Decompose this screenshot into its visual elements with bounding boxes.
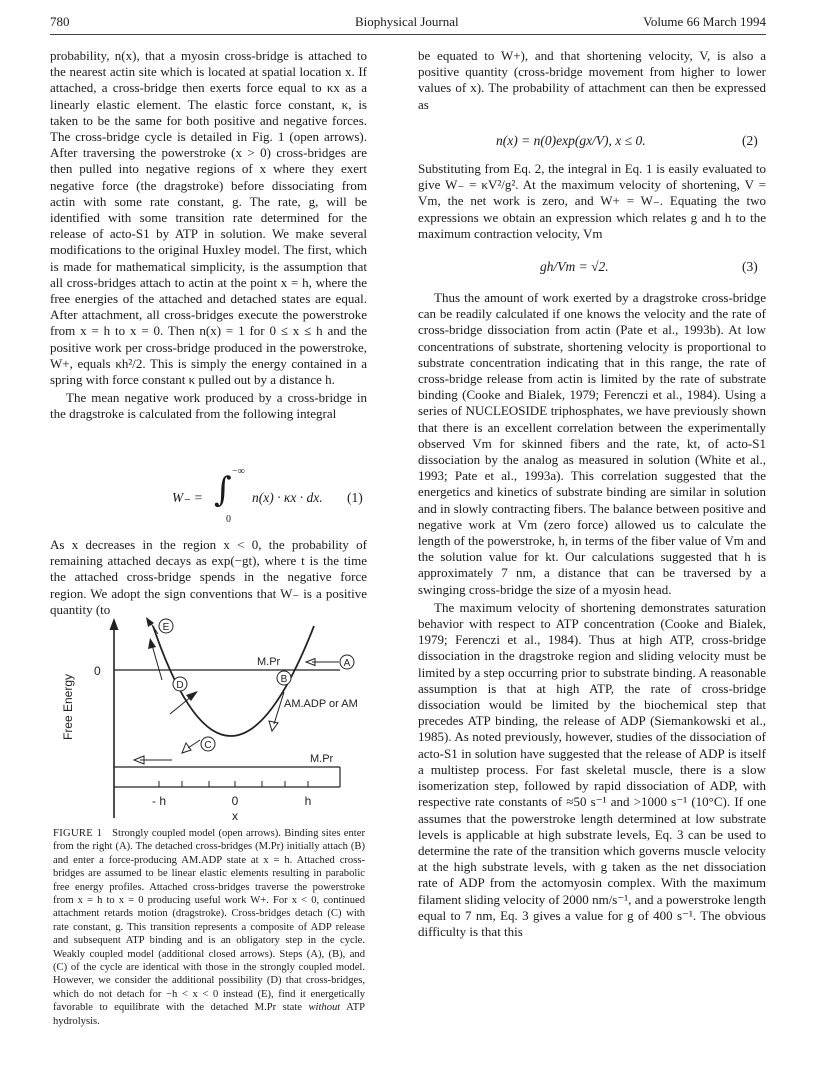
integral-sign: ∫ [214, 470, 232, 510]
y-zero-tick-label: 0 [94, 664, 101, 678]
caption-label: FIGURE 1 [53, 828, 103, 839]
left-paragraph-1: probability, n(x), that a myosin cross-bridge is attached to the nearest actin site which is located at spatial location x. If attached, a cross-bridge then exerts force equal to κx as a linearly elastic element. The elastic force constant, κ, is taken to be the same for both positive and negative forces. The cross-bridge cycle is detailed in Fig. 1 (open arrows). After traversing the powerstroke (x > 0) cross-bridges are then pulled into negative regions of x where they exert negative force (the dragstroke) before dissociating from actin with some rate constant, g. The rate, g, will be identified with some transition rate determined for the release of acto-S1 by ATP in solution. We make several modifications to the original Huxley model. The first, which is made for mathematical simplicity, is the assumption that all cross-bridges attach to actin at the point x = h, where the free energies of the attached and detached states are equal. After attachment, all cross-bridges execute the powerstroke from x = h to x = 0. Then n(x) = 1 for 0 ≤ x ≤ h and the positive work per cross-bridge produced in the powerstroke, W+, equals κh²/2. This is simply the energy contained in a spring with force constant κ pulled out by a distance h. [50, 48, 367, 388]
left-column-top [50, 48, 367, 423]
arrow-E-head [148, 638, 156, 649]
eq1-upper-limit: −∞ [232, 466, 245, 477]
figure-1-diagram [52, 612, 364, 822]
right-paragraph-2: Substituting from Eq. 2, the integral in Eq. 1 is easily evaluated to give W₋ = κV²/g². At the maximum velocity of shortening, V = Vm, the net work is zero, and W+ = W₋. Equating the two expressions we obtain an expression which relates g and h to the maximum contraction velocity, Vm [418, 161, 766, 241]
eq3-number: (3) [742, 259, 758, 274]
x-tick-h: h [304, 794, 312, 808]
right-paragraph-4: The maximum velocity of shortening demonstrates saturation behavior with respect to ATP concentration (Cooke and Bialek, 1979; Ferenczi et al., 1984). Thus at high ATP, cross-bridge dissociation in the dragstroke region and sliding velocity must be limited by a step occurring prior to substrate binding. A reasonable assumption is that at high ATP, the rate of cross-bridge dissociation would be limited by the biochemical step that precedes ATP binding, the release of ADP (Siemankowski et al., 1985). As noted previously, however, studies of the dissociation of acto-S1 in solution have suggested that the release of ADP is itself a multistep process. For fast skeletal muscle, there is a slow isomerization step, followed by rapid dissociation of ADP, with respective rate constants of ≈50 s⁻¹ and >1000 s⁻¹ (10°C). If one assumes that the powerstroke length determined at low substrate levels is applicable at high substrate levels, Eq. 3 can be used to determine the rate of the transition which governs muscle velocity at the high substrate levels, with g taken as the net dissociation rate of ADP from the actomyosin complex. With the maximum filament sliding velocity of 2000 nm/s⁻¹, and a powerstroke length equal to 7 nm, Eq. 3 gives a value for g of 400 s⁻¹. The obvious difficulty is that this [418, 599, 766, 939]
mpr-bottom-label: M.Pr [310, 753, 334, 765]
mpr-top-label: M.Pr [257, 656, 281, 668]
x-axis-label: x [232, 809, 238, 822]
left-paragraph-3: As x decreases in the region x < 0, the probability of remaining attached decays as exp(−gt), where t is the time the attached cross-bridge spends in the negative force region. We adopt the sign conventions that W₋ is a positive quantity (to [50, 537, 367, 617]
arrow-C [188, 740, 200, 748]
arrow-C-head [182, 743, 191, 753]
eq1-number: (1) [347, 490, 363, 505]
caption-text: Strongly coupled model (open arrows). Binding sites enter from the right (A). The detached cross-bridges (M.Pr) initially attach (B) and enter a force-producing AM.ADP state at x = h. Attached cross-bridges are assumed to be linear elastic elements resulting in parabolic free energy profiles. Attached cross-bridges traverse the powerstroke from x = h to x = 0 producing useful work W+. For x < 0, continued attachment retards motion (dragstroke). Cross-bridges detach (C) with rate constant, g. This transition represents a composite of ADP release and subsequent ATP binding and is an obligatory step in the cycle. Weakly coupled model (additional closed arrows). Steps (A), (B), and (C) of the cycle are identical with those in the strongly coupled model. However, we consider the additional possibility (D) that cross-bridges, which do not detach for −h < x < 0 instead (E), find it energetically favorable to equilibrate with the detached M.Pr state [53, 828, 365, 1014]
journal-name: Biophysical Journal [355, 14, 459, 29]
header-rule [50, 34, 766, 35]
caption-text-end: ATP hydrolysis. [53, 1002, 365, 1027]
marker-D-label: D [176, 680, 184, 691]
eq1-lhs: W₋ = [172, 490, 203, 505]
volume-info: Volume 66 March 1994 [643, 14, 766, 29]
x-tick-zero: 0 [231, 794, 239, 808]
marker-A-label: A [343, 658, 351, 669]
caption-italic-word: without [308, 1002, 341, 1014]
left-column-bottom [50, 537, 367, 618]
equation-2: n(x) = n(0)exp(gx/V), x ≤ 0. [496, 133, 646, 148]
arrow-B-head [269, 721, 278, 731]
x-tick-minus-h: - h [151, 794, 167, 808]
eq2-number: (2) [742, 133, 758, 148]
right-paragraph-3: Thus the amount of work exerted by a dragstroke cross-bridge can be readily calculated if one knows the velocity and the rate of cross-bridge dissociation from actin (Pate et al., 1993b). At low concentrations of substrate, shortening velocity is proportional to substrate concentration indicating that in this range, the rate of cross-bridge release from actin is limited by the rate of substrate binding (Cooke and Bialek, 1979; Ferenczi et al., 1984). Using a series of NUCLEOSIDE triphosphates, we have previously shown that there is an excellent correlation between the experimentally observed Vm for skinned fibers and the rate, kt, of acto-S1 dissociation by the analog as measured in solution (White et al., 1993; Pate et al., 1993a). This correlation suggested that the energetics and kinetics of substrate binding are similar in solution and in slowly contracting fibers. The balance between positive and negative work at Vm (zero force) allowed us to calculate the length of the powerstroke, h, in terms of the fiber value of Vm and the solution value for kt. Our calculations suggested that h is approximately 7 nm, a distance that can be traversed by a swinging cross-bridge the size of a myosin head. [418, 290, 766, 597]
marker-C-label: C [204, 740, 212, 751]
right-column-bottom [418, 290, 766, 940]
right-column-mid [418, 161, 766, 242]
curve-label: AM.ADP or AM [284, 698, 358, 710]
running-header [50, 14, 766, 32]
eq1-lower-limit: 0 [226, 514, 231, 525]
left-paragraph-2: The mean negative work produced by a cross-bridge in the dragstroke is calculated from the following integral [50, 390, 367, 422]
arrow-E [152, 645, 162, 680]
equation-3: gh/Vm = √2. [540, 259, 609, 274]
marker-E-label: E [162, 622, 170, 633]
marker-B-label: B [280, 674, 288, 685]
y-axis-arrowhead [110, 618, 119, 630]
figure-1-caption [53, 827, 365, 1028]
page-number: 780 [50, 14, 70, 29]
y-axis-label: Free Energy [61, 673, 75, 741]
right-column-top [418, 48, 766, 113]
right-paragraph-1: be equated to W+), and that shortening velocity, V, is also a positive quantity (cross-bridge movement from higher to lower values of x). The probability of attachment can then be expressed as [418, 48, 766, 112]
eq1-integrand: n(x) · κx · dx. [252, 490, 323, 505]
